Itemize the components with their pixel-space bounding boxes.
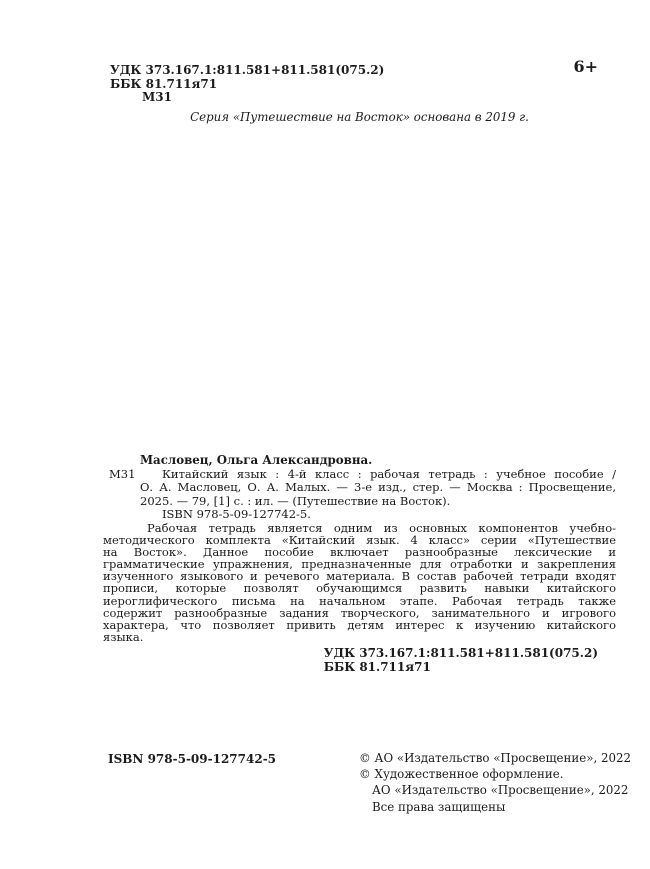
catalog-record (103, 454, 616, 674)
annotation-line: на Восток». Данное пособие включает разнообразные лексические и (103, 544, 616, 559)
annotation-line: содержит разнообразные задания творческого, занимательного и игрового (103, 605, 616, 620)
annotation-line: иероглифического письма на начальном этапе. Рабочая тетрадь также (103, 593, 616, 608)
isbn-note: ISBN 978-5-09-127742-5. (162, 507, 311, 521)
annotation-line: характера, что позволяет привить детям интерес к изучению китайского (103, 618, 616, 632)
bottom-codes-inner (324, 646, 598, 674)
isbn-footer: ISBN 978-5-09-127742-5 (108, 752, 277, 766)
annotation-line: Рабочая тетрадь является одним из основных компонентов учебно- (147, 520, 616, 535)
author-name: Масловец, Ольга Александровна. (140, 453, 373, 467)
top-classification-codes (110, 64, 384, 105)
annotation-line: прописи, которые позволят обучающимся развить навыки китайского (103, 581, 616, 596)
age-rating-badge: 6+ (573, 57, 598, 76)
bbk-code-bottom: ББК 81.711я71 (323, 660, 431, 675)
copyright-line: Все права защищены (372, 799, 506, 814)
copyright-block (359, 750, 631, 815)
annotation-line: языка. (103, 630, 144, 645)
copyright-line: © АО «Издательство «Просвещение», 2022 (359, 751, 631, 765)
copyright-line: АО «Издательство «Просвещение», 2022 (372, 783, 629, 798)
udk-code-bottom: УДК 373.167.1:811.581+811.581(075.2) (323, 646, 598, 661)
annotation-line: грамматические упражнения, предназначенные для отработки и закрепления (103, 557, 616, 572)
bbk-code-top: ББК 81.711я71 (110, 76, 218, 91)
description-line: 2025. — 79, [1] с. : ил. — (Путешествие на Восток). (140, 493, 451, 508)
bibliographic-description (109, 466, 616, 522)
bottom-classification-codes (103, 646, 616, 674)
copyright-line: © Художественное оформление. (359, 767, 564, 782)
description-line: О. А. Масловец, О. А. Малых. — 3-е изд., стер. — Москва : Просвещение, (140, 480, 616, 494)
series-note: Серия «Путешествие на Восток» основана в 2019 г. (190, 110, 529, 124)
annotation-line: методического комплекта «Китайский язык. 4 класс» серии «Путешествие (103, 532, 616, 547)
catalog-code-top: М31 (142, 90, 172, 104)
catalog-code: М31 (109, 466, 136, 481)
udk-code-top: УДК 373.167.1:811.581+811.581(075.2) (110, 63, 385, 77)
annotation (103, 522, 616, 644)
description-line: Китайский язык : 4-й класс : рабочая тетрадь : учебное пособие / (162, 466, 616, 481)
annotation-line: изученного языкового и речевого материала. В состав рабочей тетради входят (103, 569, 616, 584)
